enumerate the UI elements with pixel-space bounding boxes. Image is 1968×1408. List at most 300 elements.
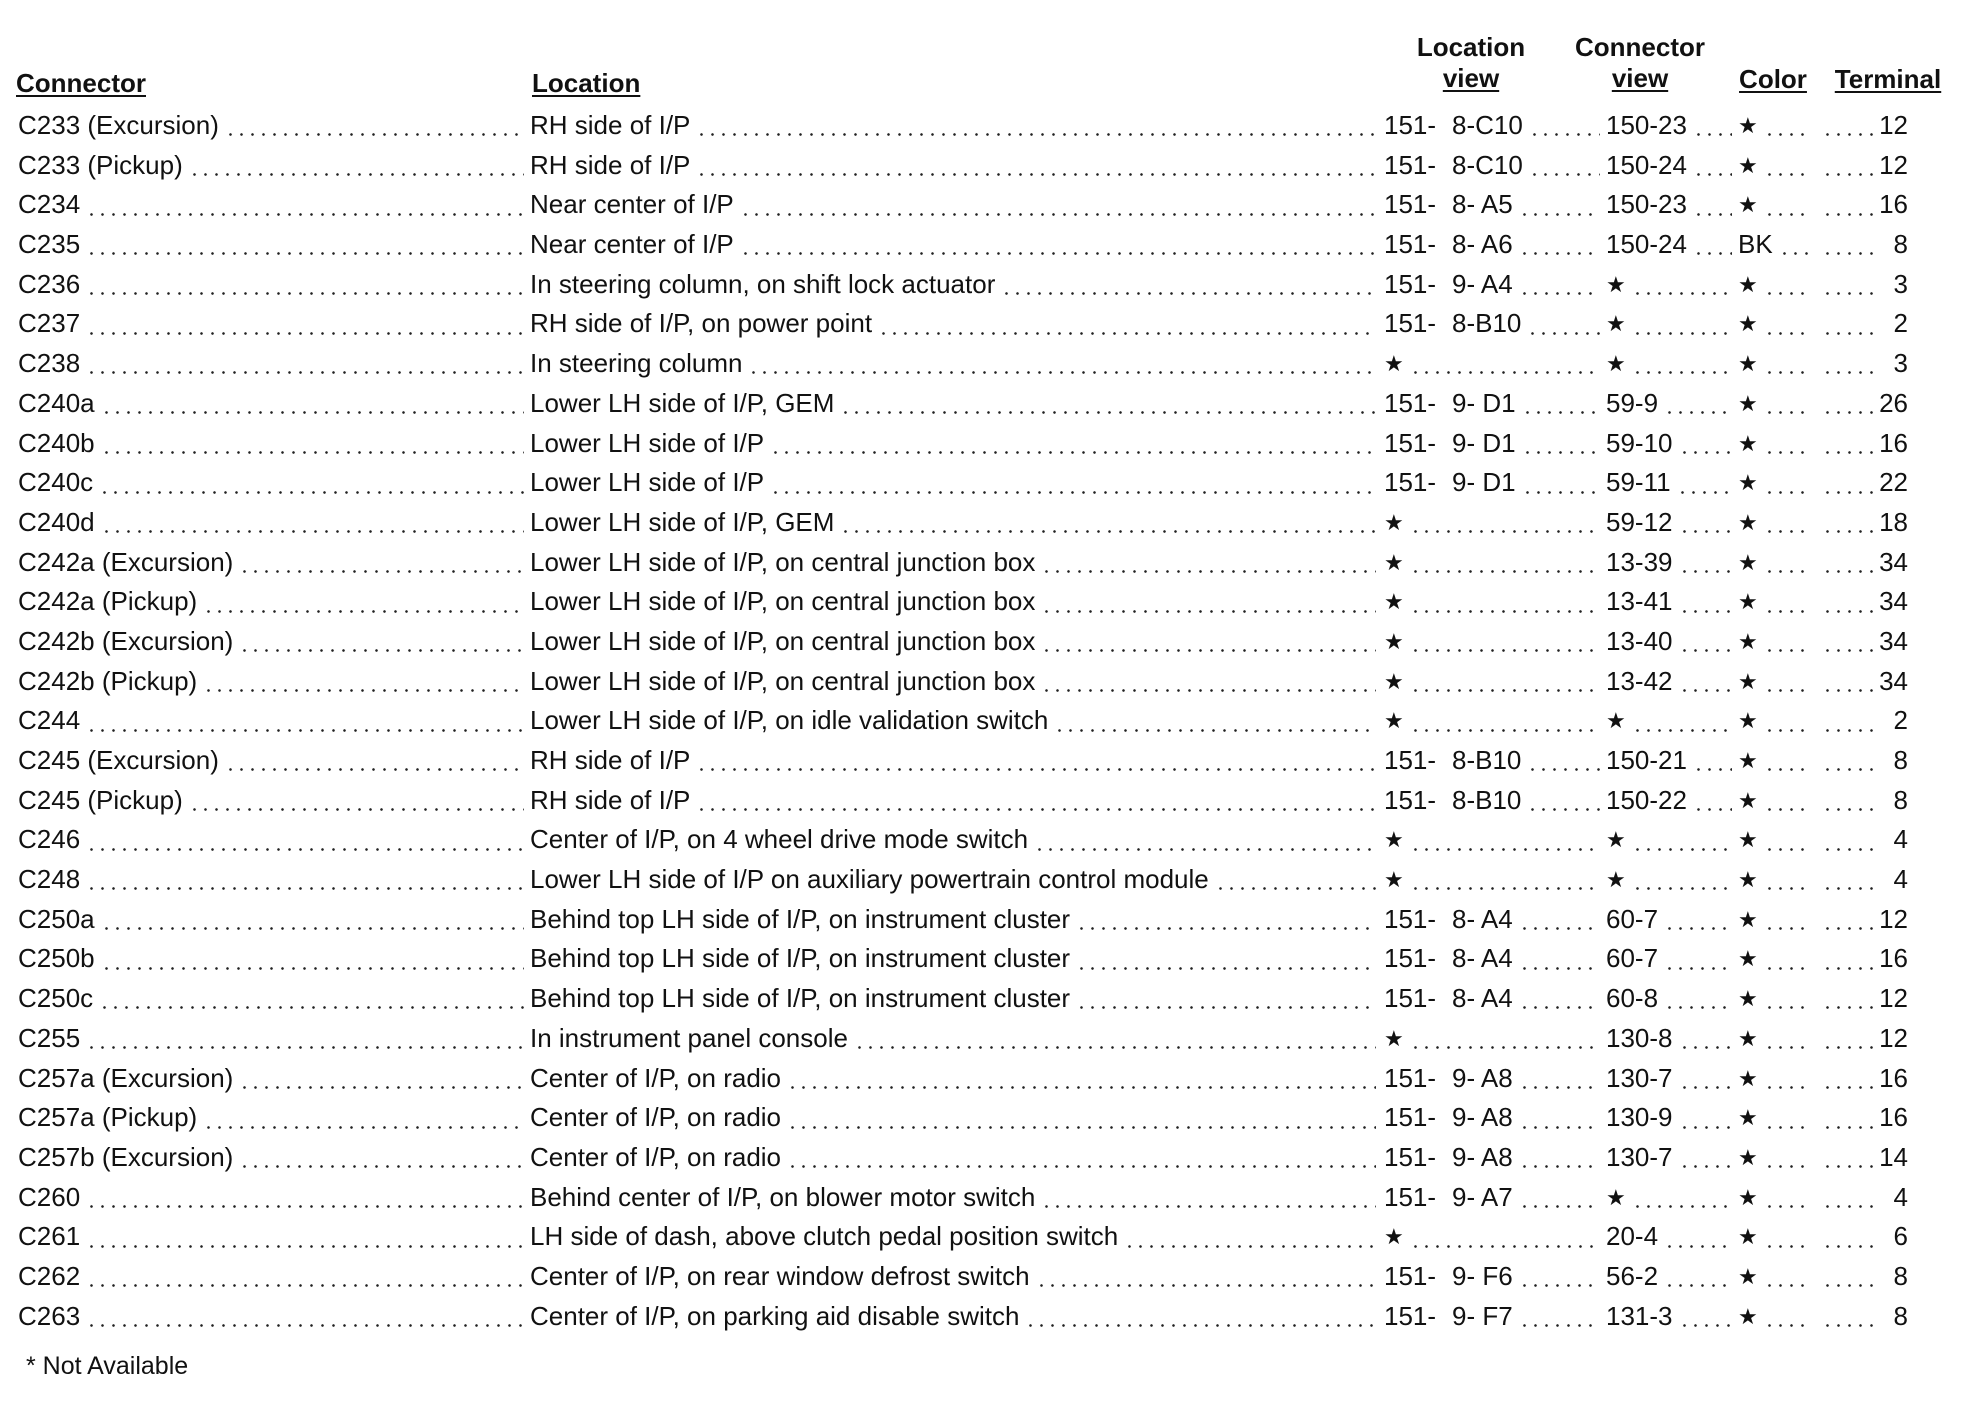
wire-color: ★ [1738,549,1758,575]
terminal-count: 34 [1879,546,1908,577]
header-terminal-label: Terminal [1834,64,1942,94]
location-view-page-cell [1384,820,1606,860]
leader-dots [1410,887,1600,890]
leader-dots [1822,887,1880,890]
location-view-page-cell [1384,781,1444,821]
wire-color: ★ [1738,113,1758,138]
connector-view: ★ [1606,827,1626,853]
leader-dots [1041,570,1376,573]
connector-view: 13-42 [1606,665,1673,696]
connector-id-cell [18,424,530,464]
location-text-cell [530,662,1382,702]
wire-color-cell [1738,1098,1818,1138]
location-view-grid-cell [1452,1098,1606,1138]
connector-id: C238 [18,348,81,379]
leader-dots [1764,1046,1812,1049]
location-text: Center of I/P, on parking aid disable switch [530,1300,1020,1331]
wire-color: ★ [1738,787,1758,813]
leader-dots [1822,173,1873,176]
leader-dots [86,1324,524,1327]
connector-view: 13-41 [1606,586,1673,617]
connector-id: C240a [18,387,95,418]
location-view-page: ★ [1384,708,1404,734]
connector-view: 131-3 [1606,1300,1673,1331]
wire-color-cell [1738,582,1818,622]
terminal-count: 16 [1879,189,1908,220]
wire-color: ★ [1738,708,1758,734]
connector-view: 130-8 [1606,1022,1673,1053]
wire-color: ★ [1738,1184,1758,1210]
terminal-count: 16 [1879,1102,1908,1133]
leader-dots [1764,808,1812,811]
location-view-page: ★ [1384,549,1404,575]
location-view-grid-cell [1452,225,1606,265]
leader-dots [1410,649,1600,652]
connector-id: C245 (Pickup) [18,784,183,815]
terminal-count: 34 [1879,586,1908,617]
leader-dots [1822,768,1880,771]
wire-color: ★ [1738,668,1758,694]
leader-dots [1822,332,1880,335]
leader-dots [1764,768,1812,771]
leader-dots [854,1046,1376,1049]
location-view-grid: 9- D1 [1452,427,1516,458]
leader-dots [1529,173,1600,176]
location-view-grid: 8- A4 [1452,943,1513,974]
connector-view-cell [1606,1138,1738,1178]
location-view-grid-cell [1452,146,1606,186]
location-view-page: 151- [1384,1181,1437,1212]
location-view-grid-cell [1452,1178,1606,1218]
header-location-view-line2: view [1442,63,1500,93]
location-text: Lower LH side of I/P [530,427,765,458]
connector-view-cell [1606,662,1738,702]
location-text-cell [530,146,1382,186]
leader-dots [1527,768,1600,771]
location-view-grid: 9- A8 [1452,1062,1513,1093]
terminal-count-cell [1818,265,1908,305]
connector-id-cell [18,106,530,146]
location-text: Near center of I/P [530,229,734,260]
location-text: In steering column [530,348,743,379]
leader-dots [1764,1205,1812,1208]
connector-id: C240c [18,467,94,498]
wire-color-cell [1738,463,1818,503]
wire-color: ★ [1738,1144,1758,1170]
connector-id-cell [18,1217,530,1257]
wire-color: ★ [1738,192,1758,218]
connector-id-cell [18,344,530,384]
leader-dots [225,133,524,136]
leader-dots [1632,371,1732,374]
leader-dots [1410,1245,1600,1248]
wire-color: ★ [1738,271,1758,297]
terminal-count-cell [1818,225,1908,265]
wire-color: ★ [1738,390,1758,416]
leader-dots [1522,411,1600,414]
terminal-count: 4 [1893,824,1908,855]
location-view-page-cell [1384,384,1444,424]
wire-color: ★ [1738,1105,1758,1131]
leader-dots [1519,252,1600,255]
wire-color: ★ [1738,946,1758,972]
connector-view-cell [1606,106,1738,146]
location-view-page: 151- [1384,784,1437,815]
leader-dots [1519,1086,1600,1089]
leader-dots [1822,649,1873,652]
location-text-cell [530,106,1382,146]
connector-id: C250c [18,983,94,1014]
table-row [0,582,1968,622]
table-row [0,701,1968,741]
table-row [0,979,1968,1019]
terminal-count: 12 [1879,903,1908,934]
leader-dots [1054,729,1376,732]
connector-id: C242b (Pickup) [18,665,198,696]
leader-dots [770,491,1376,494]
wire-color: ★ [1738,1303,1758,1329]
table-row [0,384,1968,424]
leader-dots [1822,451,1873,454]
connector-view: 130-9 [1606,1102,1673,1133]
location-view-page: 151- [1384,268,1437,299]
leader-dots [1822,213,1873,216]
location-text-cell [530,543,1382,583]
leader-dots [1822,530,1873,533]
location-view-page-cell [1384,1217,1606,1257]
leader-dots [1822,371,1880,374]
connector-view-cell [1606,860,1738,900]
location-view-page: 151- [1384,110,1437,140]
location-text-cell [530,185,1382,225]
connector-view-cell [1606,225,1738,265]
location-view-page: ★ [1384,509,1404,535]
leader-dots [1679,689,1733,692]
leader-dots [1822,133,1873,136]
location-text-cell [530,1257,1382,1297]
location-view-page-cell [1384,1019,1606,1059]
connector-id: C257a (Excursion) [18,1062,234,1093]
leader-dots [86,332,524,335]
leader-dots [1764,1284,1812,1287]
terminal-count: 22 [1879,467,1908,498]
location-text-cell [530,622,1382,662]
leader-dots [1822,729,1880,732]
connector-view-cell [1606,939,1738,979]
location-view-page: 151- [1384,1062,1437,1093]
terminal-count-cell [1818,939,1908,979]
wire-color: ★ [1738,867,1758,893]
leader-dots [1664,411,1732,414]
leader-dots [1522,491,1600,494]
leader-dots [1764,292,1812,295]
table-row [0,265,1968,305]
location-view-page: 151- [1384,387,1437,418]
connector-id: C242a (Excursion) [18,546,234,577]
terminal-count: 34 [1879,625,1908,656]
leader-dots [1822,570,1873,573]
location-view-grid-cell [1452,781,1606,821]
leader-dots [1764,1324,1812,1327]
location-view-page: ★ [1384,827,1404,853]
terminal-count-cell [1818,662,1908,702]
connector-id: C250a [18,903,95,934]
leader-dots [239,649,524,652]
location-view-grid: 9- A8 [1452,1141,1513,1172]
terminal-count: 18 [1879,506,1908,537]
location-view-page-cell [1384,741,1444,781]
location-text-cell [530,979,1382,1019]
leader-dots [1519,213,1600,216]
table-row [0,1138,1968,1178]
terminal-count-cell [1818,622,1908,662]
location-view-page-cell [1384,463,1444,503]
location-view-page-cell [1384,1257,1444,1297]
table-row [0,463,1968,503]
connector-id: C257a (Pickup) [18,1102,198,1133]
connector-id-cell [18,146,530,186]
leader-dots [1693,808,1732,811]
location-text-cell [530,225,1382,265]
location-text: In instrument panel console [530,1022,848,1053]
wire-color-cell [1738,1178,1818,1218]
wire-color: ★ [1738,430,1758,456]
location-text-cell [530,1059,1382,1099]
leader-dots [1764,491,1812,494]
leader-dots [1076,967,1376,970]
connector-view: 20-4 [1606,1221,1659,1252]
location-view-grid-cell [1452,1138,1606,1178]
location-view-grid: 8-B10 [1452,784,1522,815]
location-view-page: 151- [1384,149,1437,180]
leader-dots [1764,411,1812,414]
connector-view-cell [1606,820,1738,860]
connector-id-cell [18,860,530,900]
wire-color-cell [1738,781,1818,821]
connector-view-cell [1606,463,1738,503]
location-view-page-cell [1384,225,1444,265]
location-text-cell [530,503,1382,543]
table-row [0,900,1968,940]
location-view-page: ★ [1384,589,1404,615]
connector-view: ★ [1606,271,1626,297]
terminal-count-cell [1818,1138,1908,1178]
leader-dots [1529,133,1600,136]
location-view-page-cell [1384,1138,1444,1178]
terminal-count: 26 [1879,387,1908,418]
location-text-cell [530,344,1382,384]
location-view-page: ★ [1384,867,1404,893]
terminal-count-cell [1818,185,1908,225]
connector-id-cell [18,1059,530,1099]
leader-dots [1822,1006,1873,1009]
terminal-count-cell [1818,384,1908,424]
location-view-page-cell [1384,622,1606,662]
connector-view: 60-7 [1606,943,1659,974]
leader-dots [1679,451,1733,454]
connector-id-cell [18,185,530,225]
leader-dots [1679,1086,1733,1089]
connector-view: 60-7 [1606,903,1659,934]
connector-view: 59-10 [1606,427,1673,458]
header-location [532,68,640,99]
table-row [0,106,1968,146]
wire-color: ★ [1738,827,1758,853]
connector-view-cell [1606,185,1738,225]
location-view-grid: 8- A5 [1452,189,1513,220]
location-text-cell [530,1217,1382,1257]
location-text-cell [530,1019,1382,1059]
terminal-count-cell [1818,1059,1908,1099]
location-view-page-cell [1384,344,1606,384]
wire-color-cell [1738,185,1818,225]
leader-dots [1519,1284,1600,1287]
wire-color: ★ [1738,748,1758,773]
location-view-grid-cell [1452,979,1606,1019]
wire-color-cell [1738,860,1818,900]
leader-dots [189,808,524,811]
connector-view: 59-12 [1606,506,1673,537]
location-text: LH side of dash, above clutch pedal position switch [530,1221,1119,1252]
terminal-count: 34 [1879,665,1908,696]
location-view-grid: 9- A8 [1452,1102,1513,1133]
leader-dots [1693,768,1732,771]
location-view-page: 151- [1384,903,1437,934]
location-text: In steering column, on shift lock actuator [530,268,996,299]
location-text: Behind top LH side of I/P, on instrument cluster [530,983,1071,1014]
terminal-count: 16 [1879,427,1908,458]
terminal-count-cell [1818,741,1908,781]
location-view-grid: 8-C10 [1452,110,1523,140]
location-text: Center of I/P, on rear window defrost switch [530,1260,1030,1291]
leader-dots [203,1126,524,1129]
wire-color: ★ [1738,628,1758,654]
leader-dots [1664,927,1732,930]
leader-dots [1410,610,1600,613]
connector-id-cell [18,304,530,344]
leader-dots [1822,610,1873,613]
leader-dots [86,213,524,216]
leader-dots [1764,1006,1812,1009]
leader-dots [1822,848,1880,851]
leader-dots [1410,1046,1600,1049]
leader-dots [86,887,524,890]
terminal-count-cell [1818,1098,1908,1138]
location-view-grid-cell [1452,265,1606,305]
header-terminal [1826,64,1950,95]
wire-color-cell [1738,106,1818,146]
leader-dots [1679,649,1733,652]
connector-view: 59-11 [1606,467,1671,498]
leader-dots [1822,1046,1873,1049]
leader-dots [1822,1086,1873,1089]
leader-dots [1764,1245,1812,1248]
connector-view-cell [1606,344,1738,384]
connector-view: ★ [1606,708,1626,734]
location-view-page-cell [1384,1059,1444,1099]
connector-id-cell [18,979,530,1019]
wire-color-cell [1738,1138,1818,1178]
location-text-cell [530,939,1382,979]
wire-color: ★ [1738,1263,1758,1289]
connector-view-cell [1606,424,1738,464]
leader-dots [1519,1324,1600,1327]
leader-dots [787,1165,1376,1168]
terminal-count-cell [1818,701,1908,741]
connector-id: C246 [18,824,81,855]
leader-dots [1041,649,1376,652]
header-connector-view [1560,32,1720,94]
location-view-page-cell [1384,185,1444,225]
location-view-page-cell [1384,979,1444,1019]
location-text-cell [530,384,1382,424]
terminal-count: 16 [1879,943,1908,974]
leader-dots [101,530,524,533]
location-view-grid: 9- D1 [1452,467,1516,498]
leader-dots [1076,927,1376,930]
leader-dots [86,252,524,255]
terminal-count: 12 [1879,149,1908,180]
wire-color-cell [1738,1257,1818,1297]
leader-dots [1764,887,1812,890]
leader-dots [1764,927,1812,930]
leader-dots [1764,530,1812,533]
leader-dots [1822,1245,1880,1248]
location-view-grid: 8- A4 [1452,983,1513,1014]
location-text: Lower LH side of I/P, on central junction box [530,665,1036,696]
leader-dots [1822,411,1873,414]
leader-dots [1664,1006,1732,1009]
connector-view-cell [1606,622,1738,662]
leader-dots [1679,1165,1733,1168]
wire-color-cell [1738,939,1818,979]
location-text: Lower LH side of I/P, on central junction box [530,546,1036,577]
connector-view: 150-23 [1606,110,1687,140]
wire-color-cell [1738,503,1818,543]
location-view-page: 151- [1384,189,1437,220]
location-view-page: 151- [1384,983,1437,1014]
location-text: Lower LH side of I/P, GEM [530,387,835,418]
connector-view-cell [1606,1098,1738,1138]
leader-dots [101,451,524,454]
connector-id-cell [18,1138,530,1178]
wire-color: ★ [1738,1224,1758,1250]
leader-dots [1215,887,1376,890]
header-location-label: Location [532,68,641,98]
leader-dots [1519,1126,1600,1129]
terminal-count: 2 [1893,705,1908,736]
location-view-page-cell [1384,1297,1444,1337]
leader-dots [1764,133,1812,136]
location-view-page-cell [1384,1098,1444,1138]
leader-dots [99,1006,524,1009]
location-view-grid-cell [1452,424,1606,464]
connector-view: 150-23 [1606,189,1687,220]
leader-dots [748,371,1376,374]
leader-dots [1822,292,1880,295]
terminal-count: 8 [1893,784,1908,815]
leader-dots [1764,649,1812,652]
header-connector [16,68,146,99]
terminal-count: 12 [1879,110,1908,140]
leader-dots [1076,1006,1376,1009]
leader-dots [1519,1006,1600,1009]
location-view-page: 151- [1384,1141,1437,1172]
connector-id: C248 [18,864,81,895]
location-view-grid-cell [1452,900,1606,940]
leader-dots [1041,1205,1376,1208]
leader-dots [878,332,1376,335]
